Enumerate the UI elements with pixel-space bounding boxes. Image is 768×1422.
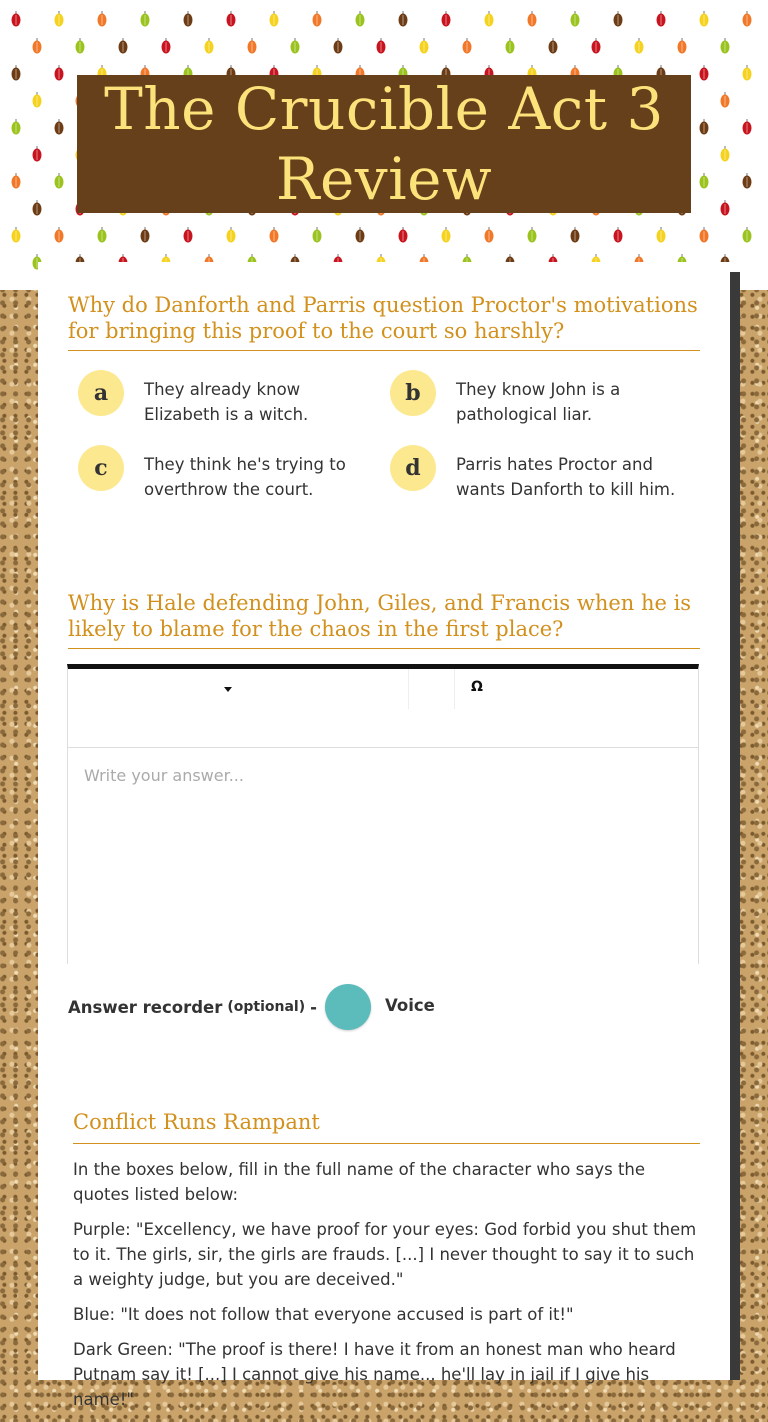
answer-recorder (68, 984, 435, 1030)
leaf-icon (721, 200, 730, 216)
leaf-icon (248, 38, 257, 54)
leaf-icon (399, 227, 408, 243)
quote-blue: Blue: "It does not follow that everyone accused is part of it!" (73, 1305, 574, 1324)
option-d[interactable] (390, 445, 690, 502)
leaf-icon (356, 227, 365, 243)
card-shadow (730, 272, 740, 1380)
leaf-icon (184, 11, 193, 27)
leaf-icon (55, 65, 64, 81)
instructions-text: In the boxes below, fill in the full name of the character who says the quotes listed below: (73, 1160, 646, 1204)
leaf-icon (399, 11, 408, 27)
leaf-icon (313, 11, 322, 27)
leaf-icon (98, 11, 107, 27)
recorder-dash: - (310, 997, 317, 1017)
leaf-icon (635, 38, 644, 54)
leaf-icon (678, 38, 687, 54)
leaf-icon (270, 11, 279, 27)
answer-textarea[interactable] (68, 748, 698, 964)
title-box (77, 75, 691, 213)
leaf-icon (506, 38, 515, 54)
option-b[interactable] (390, 370, 690, 427)
leaf-icon (33, 200, 42, 216)
leaf-icon (291, 38, 300, 54)
leaf-icon (485, 227, 494, 243)
leaf-icon (141, 11, 150, 27)
voice-label: Voice (385, 995, 435, 1015)
leaf-icon (313, 227, 322, 243)
leaf-icon (55, 11, 64, 27)
option-b-badge[interactable]: b (390, 370, 436, 416)
leaf-icon (700, 227, 709, 243)
leaf-icon (549, 38, 558, 54)
leaf-icon (743, 11, 752, 27)
leaf-icon (528, 227, 537, 243)
leaf-icon (33, 92, 42, 108)
leaf-icon (184, 227, 193, 243)
caret-down-icon[interactable] (224, 687, 232, 692)
header-banner (0, 0, 768, 290)
leaf-icon (119, 38, 128, 54)
leaf-icon (721, 38, 730, 54)
option-a[interactable] (78, 370, 378, 427)
option-c-text[interactable]: They think he's trying to overthrow the court. (144, 455, 346, 499)
special-character-button[interactable]: Ω (471, 679, 483, 695)
leaf-icon (377, 38, 386, 54)
leaf-icon (141, 227, 150, 243)
leaf-icon (55, 173, 64, 189)
voice-record-button[interactable] (325, 984, 371, 1030)
leaf-icon (442, 11, 451, 27)
leaf-icon (162, 38, 171, 54)
quote-dark-green: Dark Green: "The proof is there! I have it from an honest man who heard Putnam say it! [...] I cannot give his name... he'll lay in jail if I give his name!" (73, 1340, 676, 1409)
leaf-icon (205, 38, 214, 54)
leaf-icon (485, 11, 494, 27)
leaf-icon (12, 11, 21, 27)
leaf-icon (657, 11, 666, 27)
leaf-icon (657, 227, 666, 243)
leaf-icon (743, 227, 752, 243)
recorder-label: Answer recorder (68, 997, 223, 1017)
leaf-icon (442, 227, 451, 243)
leaf-icon (614, 11, 623, 27)
leaf-icon (463, 38, 472, 54)
leaf-icon (571, 11, 580, 27)
recorder-optional-label: (optional) (227, 999, 306, 1015)
leaf-icon (743, 65, 752, 81)
leaf-icon (721, 92, 730, 108)
leaf-icon (700, 65, 709, 81)
leaf-icon (12, 65, 21, 81)
option-c[interactable] (78, 445, 378, 502)
leaf-icon (270, 227, 279, 243)
option-c-badge[interactable]: c (78, 445, 124, 491)
leaf-icon (571, 227, 580, 243)
editor-toolbar (68, 669, 698, 748)
leaf-icon (55, 227, 64, 243)
leaf-icon (33, 146, 42, 162)
leaf-icon (12, 173, 21, 189)
option-a-badge[interactable]: a (78, 370, 124, 416)
leaf-icon (334, 38, 343, 54)
option-a-text[interactable]: They already know Elizabeth is a witch. (144, 380, 309, 424)
option-d-text[interactable]: Parris hates Proctor and wants Danforth to kill him. (456, 455, 676, 499)
leaf-icon (98, 227, 107, 243)
leaf-icon (55, 119, 64, 135)
leaf-icon (700, 11, 709, 27)
leaf-icon (420, 38, 429, 54)
leaf-icon (700, 173, 709, 189)
leaf-icon (33, 38, 42, 54)
leaf-icon (721, 146, 730, 162)
leaf-icon (592, 38, 601, 54)
question-1-prompt: Why do Danforth and Parris question Proctor's motivations for bringing this proof to the court so harshly? (68, 292, 700, 351)
rich-text-editor (67, 664, 699, 964)
leaf-icon (12, 119, 21, 135)
font-dropdown[interactable] (68, 669, 409, 709)
leaf-icon (700, 119, 709, 135)
leaf-icon (356, 11, 365, 27)
quote-purple: Purple: "Excellency, we have proof for your eyes: God forbid you shut them to it. The girls, sir, the girls are frauds. [...] I never thought to say it to such a weighty judge, but you are deceived." (73, 1220, 697, 1289)
toolbar-separator (408, 669, 455, 709)
leaf-icon (12, 227, 21, 243)
leaf-icon (528, 11, 537, 27)
leaf-icon (227, 11, 236, 27)
option-b-text[interactable]: They know John is a pathological liar. (456, 380, 621, 424)
leaf-icon (743, 119, 752, 135)
option-d-badge[interactable]: d (390, 445, 436, 491)
leaf-icon (614, 227, 623, 243)
worksheet-card (38, 262, 730, 1409)
leaf-icon (743, 173, 752, 189)
section-body (73, 1157, 703, 1422)
leaf-icon (227, 227, 236, 243)
question-2-prompt: Why is Hale defending John, Giles, and Francis when he is likely to blame for the chaos in the first place? (68, 590, 700, 649)
leaf-icon (76, 38, 85, 54)
page-title: The Crucible Act 3 Review (104, 75, 664, 213)
section-title: Conflict Runs Rampant (73, 1109, 700, 1144)
